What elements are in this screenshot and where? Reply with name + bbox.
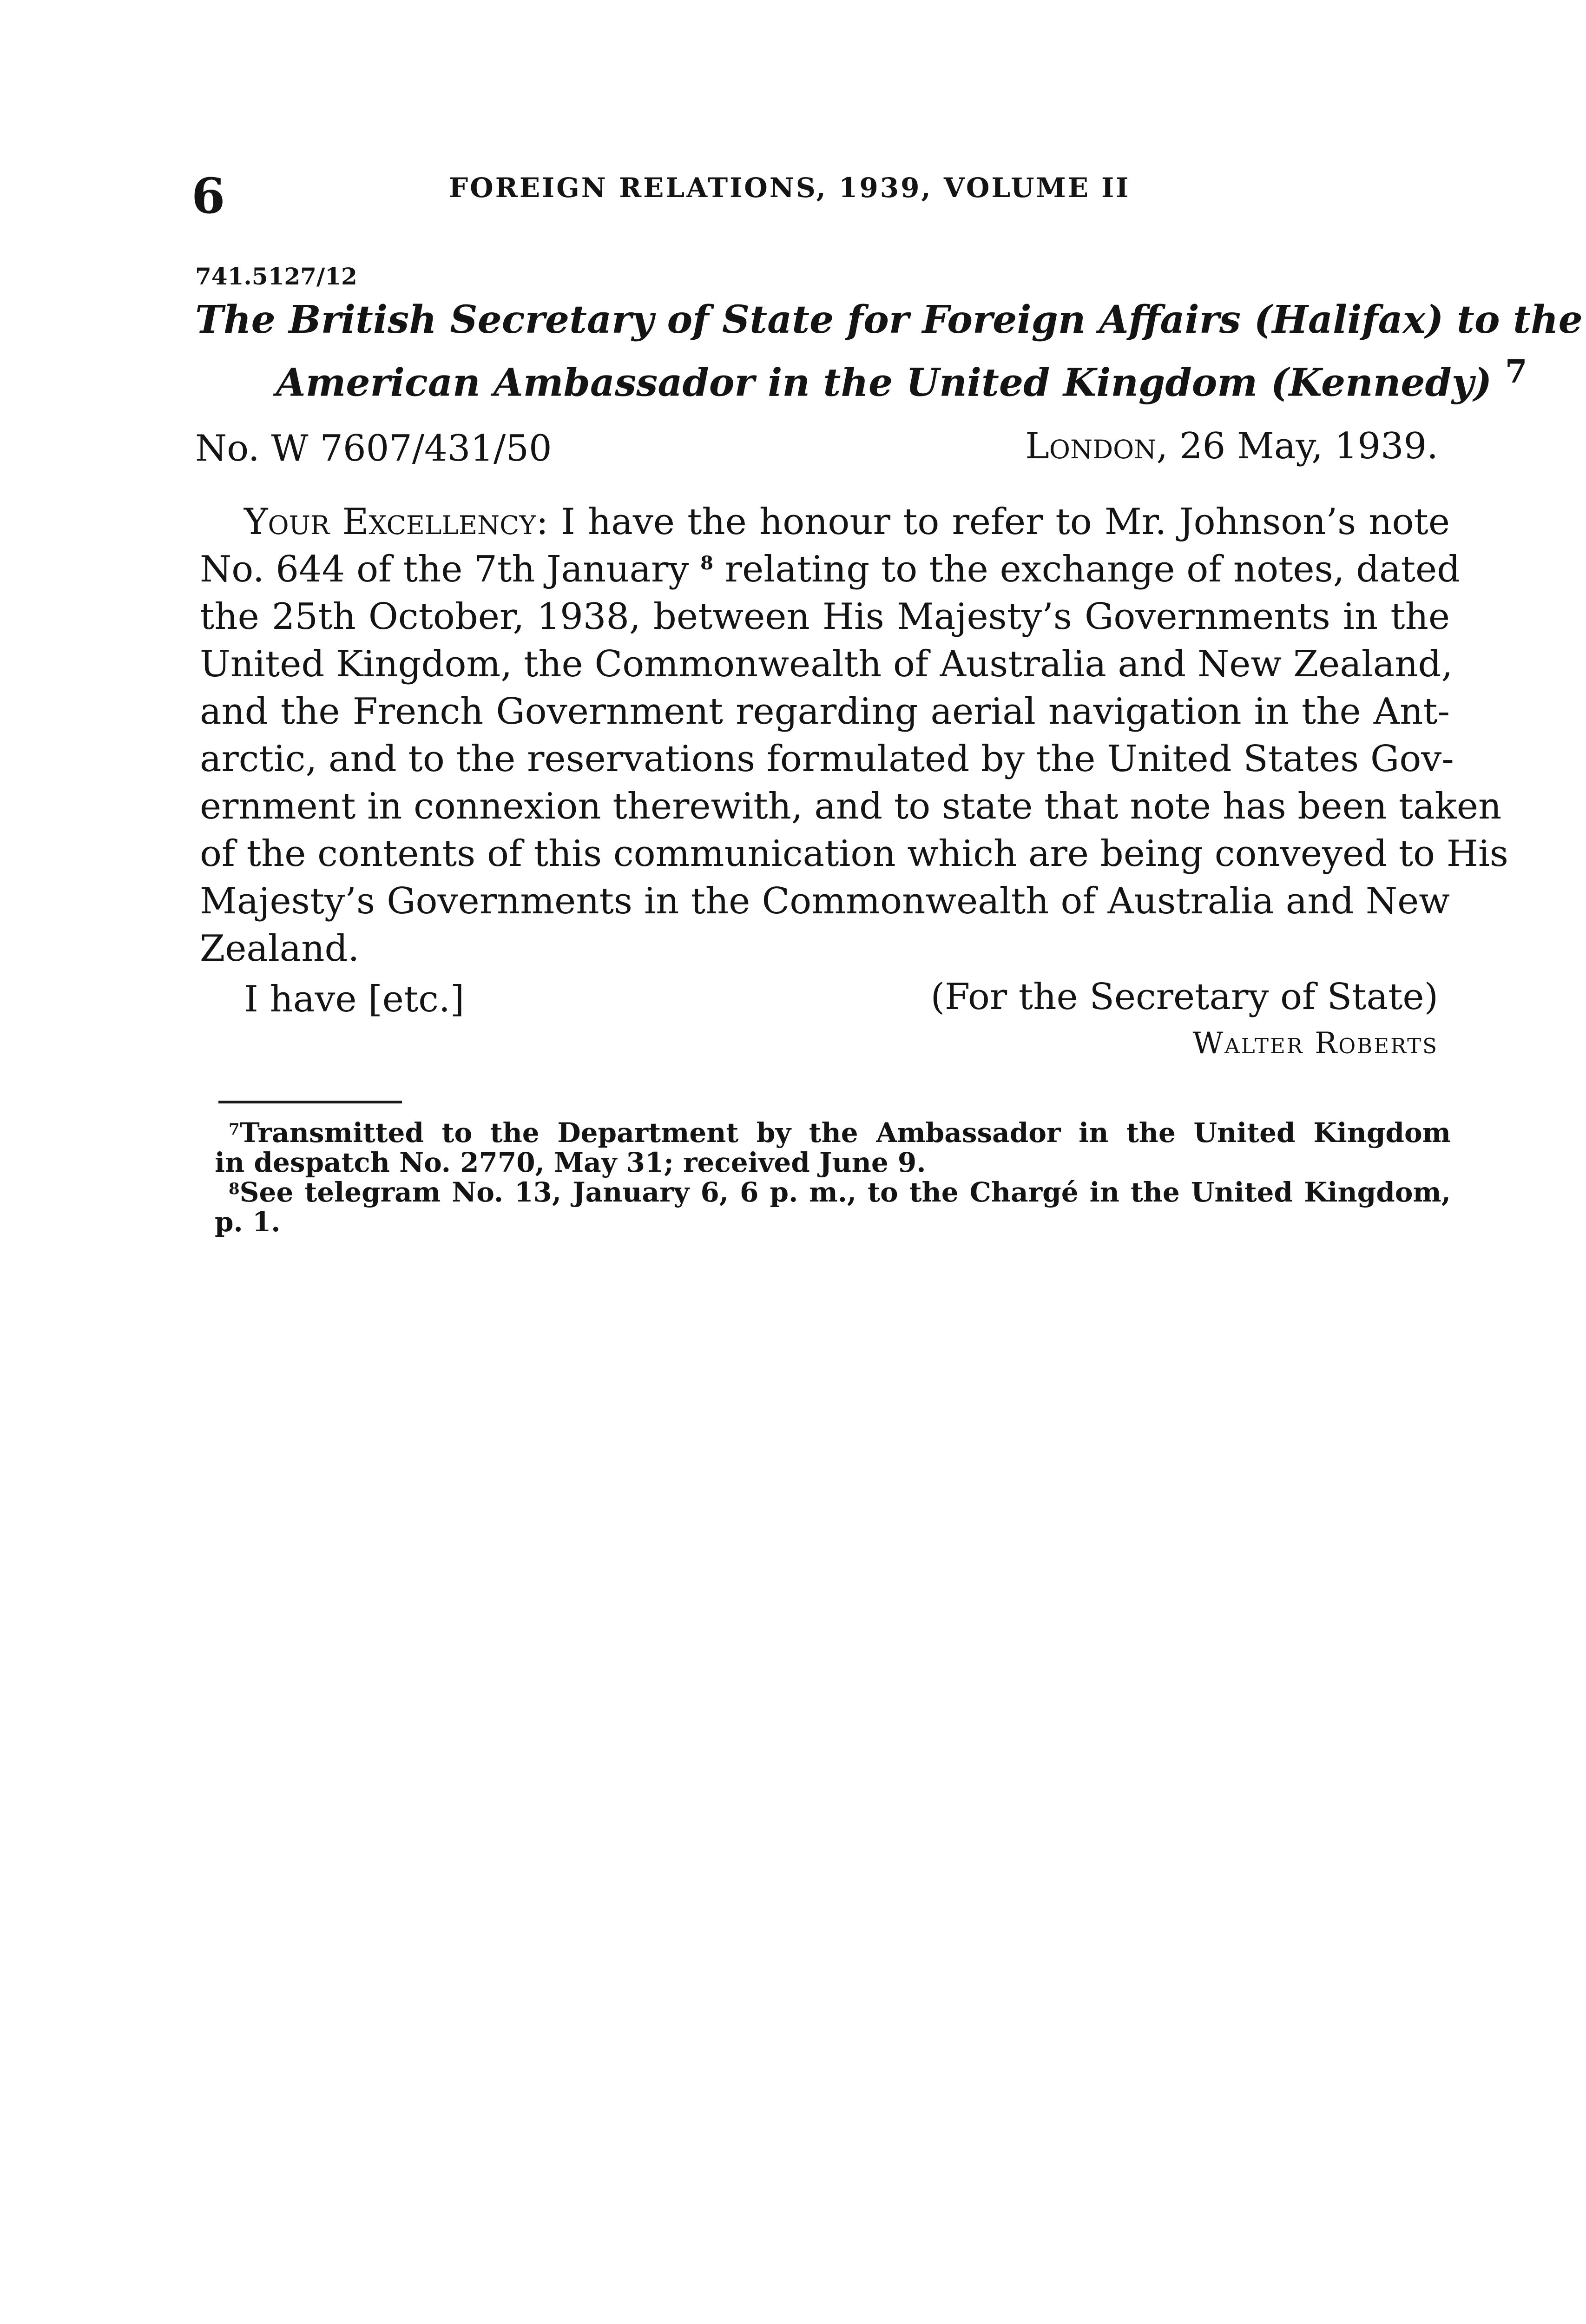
date: , 26 May, 1939.: [1156, 425, 1438, 467]
body-line: No. 644 of the 7th January $^8$ relating to the exchange of notes, dated: [200, 548, 1461, 590]
title-line-1: The British Secretary of State for Foreign Affairs (Halifax) to the: [195, 297, 1583, 342]
footnote-marker: 8: [229, 1180, 240, 1198]
footnote-line: $^8$See telegram No. 13, January 6, 6 p. m., to the Chargé in the United Kingdom,: [229, 1176, 1451, 1208]
title-line-2-wrap: [195, 346, 1527, 409]
body-line: the 25th October, 1938, between His Majesty’s Governments in the: [200, 596, 1450, 638]
document-title: [195, 294, 1583, 409]
file-number: 741.5127/12: [195, 263, 357, 290]
body-line: Your Excellency: I have the honour to refer to Mr. Johnson’s note: [244, 501, 1450, 543]
body-footnote-ref[interactable]: 8: [700, 552, 713, 574]
title-line-2: American Ambassador in the United Kingdom (Kennedy): [276, 360, 1492, 405]
place: London: [1025, 425, 1157, 467]
salutation: Your Excellency: [244, 501, 536, 543]
footnotes: [215, 1118, 1451, 1237]
footnote-divider: [218, 1101, 402, 1103]
body-line: Majesty’s Governments in the Commonwealth of Australia and New: [200, 880, 1450, 922]
page-number: 6: [191, 167, 225, 224]
body-line: United Kingdom, the Commonwealth of Australia and New Zealand,: [200, 643, 1453, 685]
body-line: ernment in connexion therewith, and to state that note has been taken: [200, 786, 1502, 827]
footnote-8: [215, 1177, 1451, 1237]
signature-capacity: (For the Secretary of State): [930, 976, 1438, 1018]
footnote-line: p. 1.: [215, 1206, 281, 1238]
letter-body: [200, 498, 1508, 972]
closing: I have [etc.]: [244, 978, 465, 1020]
footnote-line: $^7$Transmitted to the Department by the Ambassador in the United Kingdom: [229, 1117, 1451, 1149]
footnote-line: in despatch No. 2770, May 31; received June 9.: [215, 1147, 926, 1178]
body-line: of the contents of this communication which are being conveyed to His: [200, 833, 1508, 875]
running-head: FOREIGN RELATIONS, 1939, VOLUME II: [449, 172, 1131, 204]
footnote-marker: 7: [229, 1120, 240, 1139]
place-date: [1025, 425, 1438, 467]
body-line: arctic, and to the reservations formulated by the United States Gov-: [200, 738, 1454, 780]
body-line: Zealand.: [200, 928, 360, 970]
title-footnote-ref[interactable]: 7: [1505, 353, 1527, 390]
signature-name: Walter Roberts: [1192, 1026, 1438, 1061]
reference-number: No. W 7607/431/50: [195, 428, 552, 469]
footnote-7: [215, 1118, 1451, 1177]
body-line: and the French Government regarding aerial navigation in the Ant-: [200, 691, 1450, 733]
